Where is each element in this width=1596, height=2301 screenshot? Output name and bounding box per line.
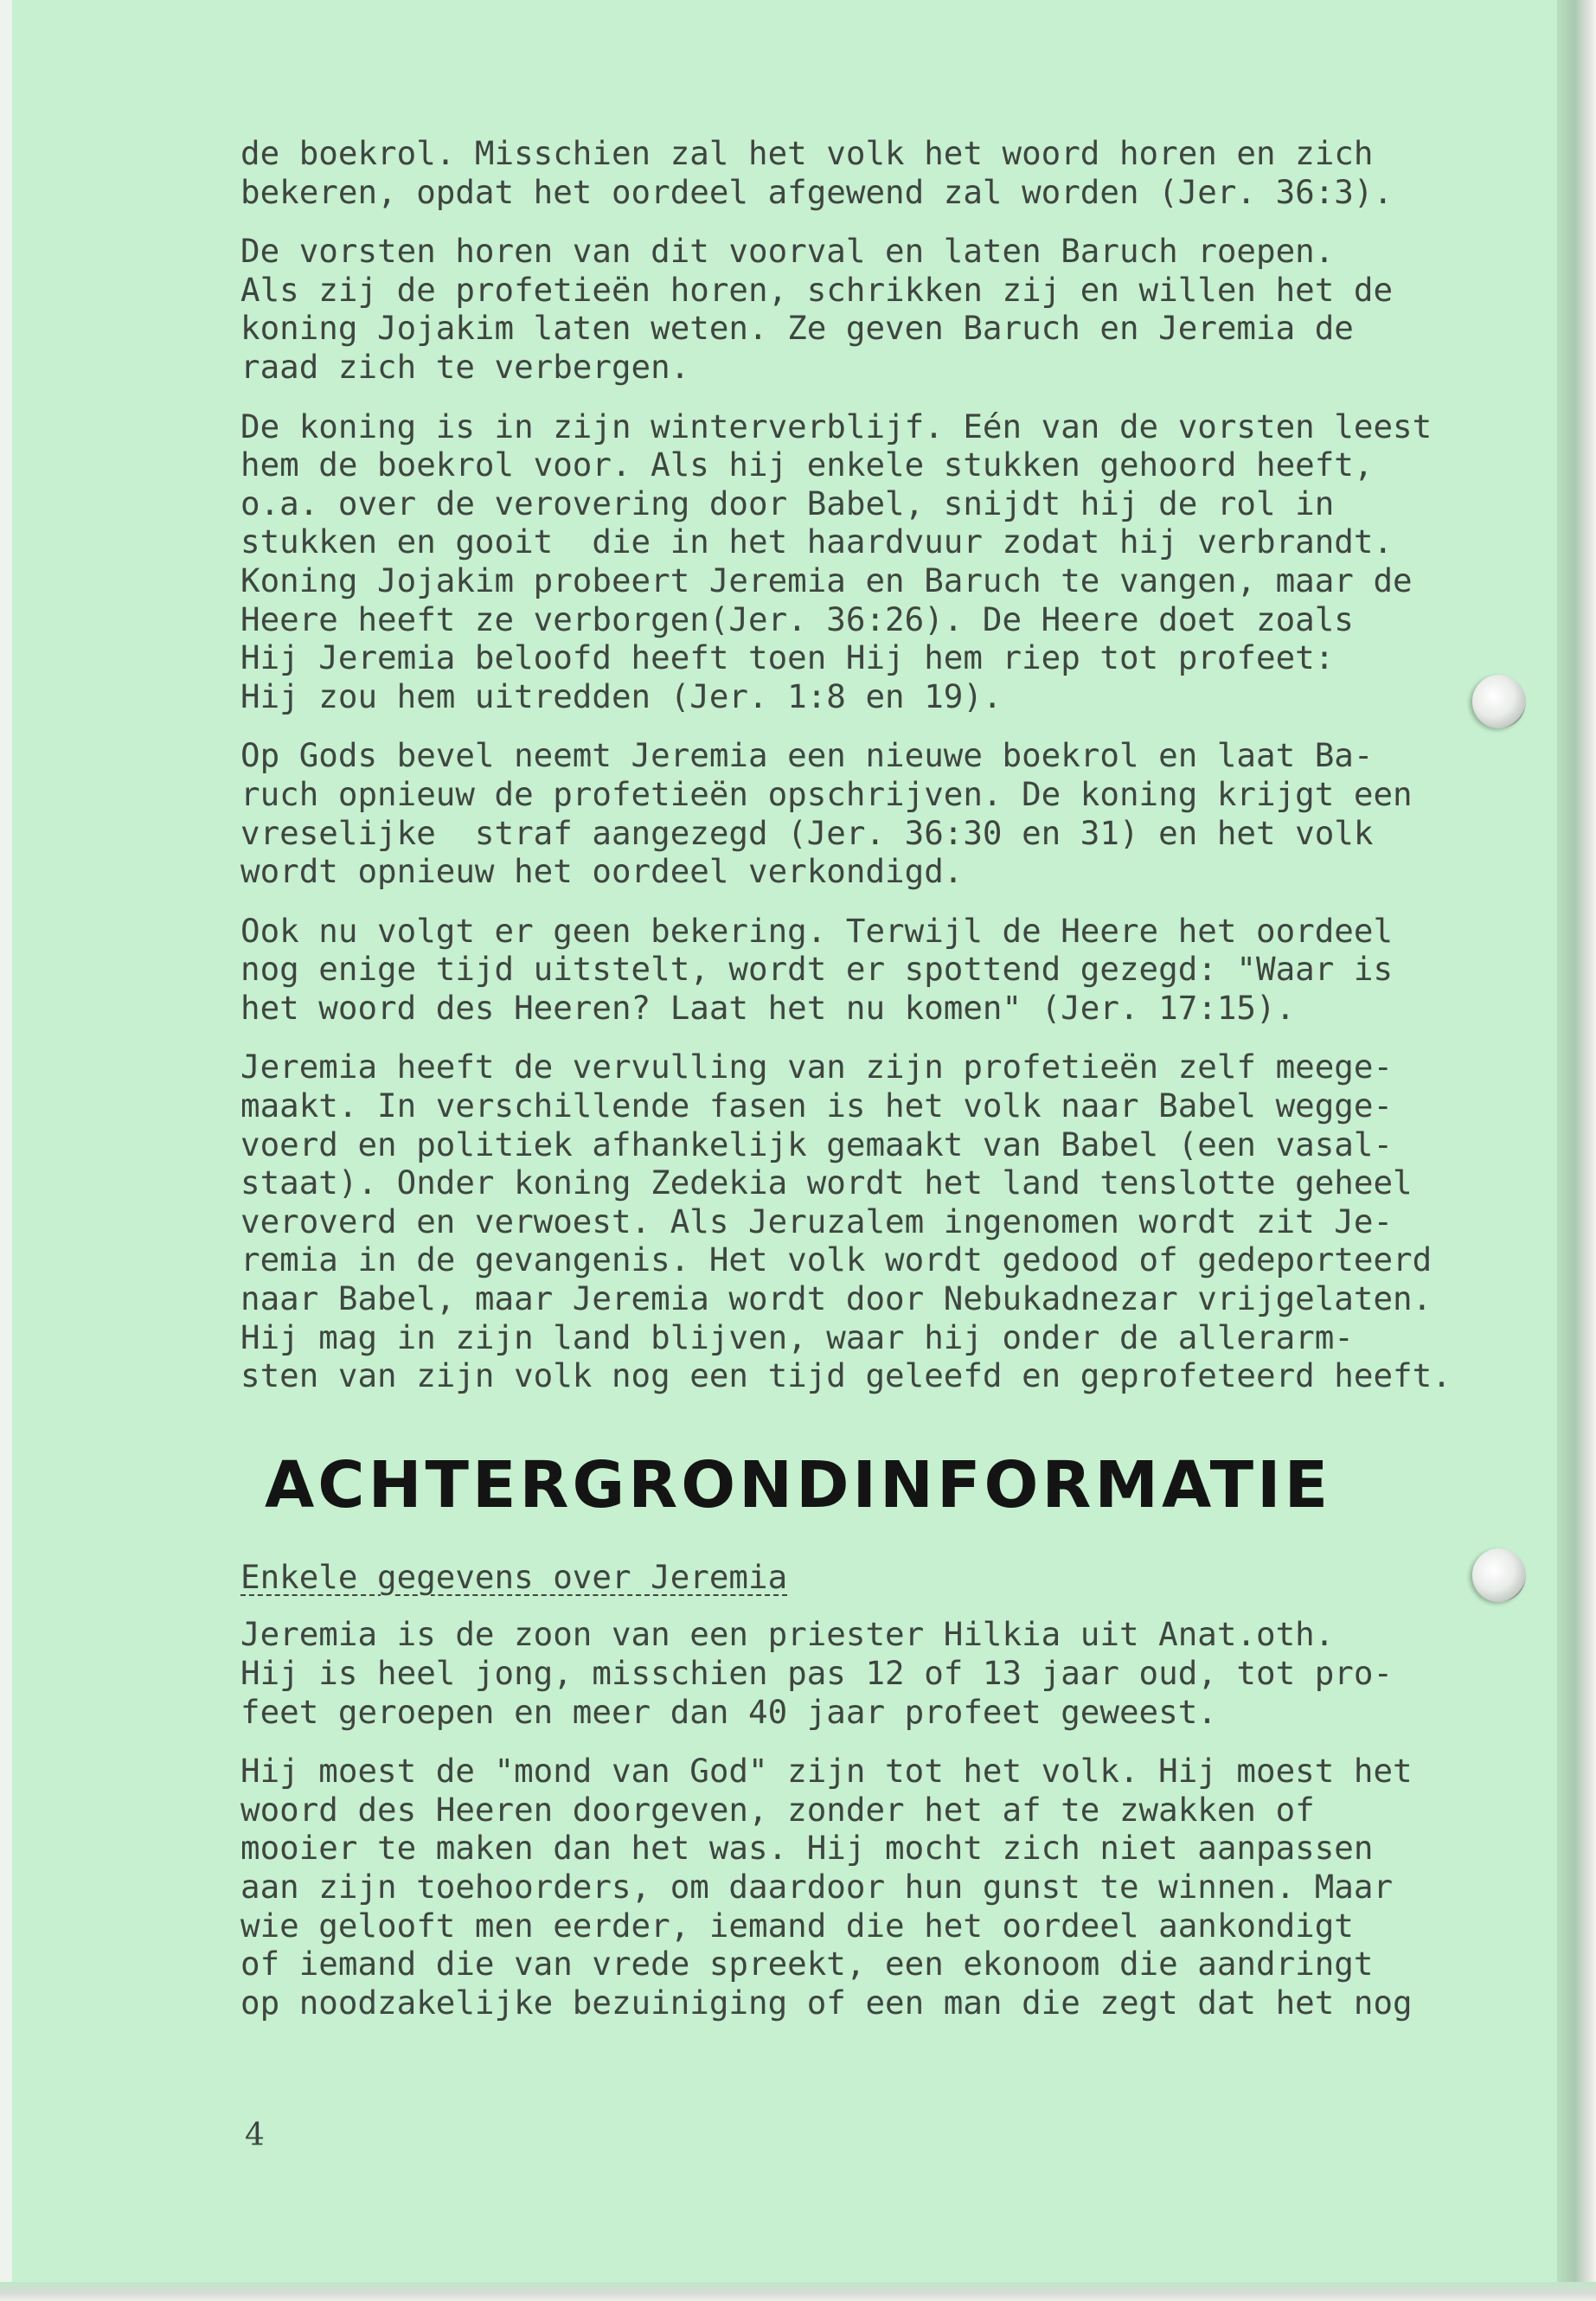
binder-hole-bottom: [1472, 1548, 1526, 1602]
text-line: feet geroepen en meer dan 40 jaar profeet geweest.: [240, 1692, 1217, 1731]
text-line: Jeremia is de zoon van een priester Hilkia uit Anat.oth.: [240, 1615, 1335, 1654]
page-bottom-edge: [0, 2282, 1596, 2301]
text-line: De vorsten horen van dit voorval en laten Baruch roepen.: [240, 232, 1335, 271]
text-line: hem de boekrol voor. Als hij enkele stukken gehoord heeft,: [240, 445, 1374, 484]
text-line: vreselijke straf aangezegd (Jer. 36:30 en 31) en het volk: [240, 813, 1374, 852]
text-line: ruch opnieuw de profetieën opschrijven. De koning krijgt een: [240, 774, 1413, 813]
text-line: Hij moest de "mond van God" zijn tot het volk. Hij moest het: [240, 1752, 1413, 1791]
paragraph: [240, 912, 1469, 1028]
page-number: 4: [245, 2118, 265, 2153]
text-line: wordt opnieuw het oordeel verkondigd.: [240, 852, 964, 891]
paragraph: [240, 407, 1469, 716]
text-line: Koning Jojakim probeert Jeremia en Baruch te vangen, maar de: [240, 561, 1413, 599]
text-line: wie gelooft men eerder, iemand die het oordeel aankondigt: [240, 1906, 1354, 1945]
text-line: voerd en politiek afhankelijk gemaakt van Babel (een vasal-: [240, 1125, 1394, 1163]
text-line: stukken en gooit die in het haardvuur zodat hij verbrandt.: [240, 522, 1394, 561]
paragraph: [240, 1048, 1469, 1394]
text-line: Jeremia heeft de vervulling van zijn profetieën zelf meege-: [240, 1048, 1394, 1086]
text-line: woord des Heeren doorgeven, zonder het af te zwakken of: [240, 1790, 1315, 1829]
text-line: remia in de gevangenis. Het volk wordt gedood of gedeporteerd: [240, 1240, 1433, 1279]
text-line: Als zij de profetieën horen, schrikken zij en willen het de: [240, 270, 1394, 309]
text-line: aan zijn toehoorders, om daardoor hun gunst te winnen. Maar: [240, 1867, 1394, 1906]
text-line: staat). Onder koning Zedekia wordt het land tenslotte geheel: [240, 1163, 1413, 1202]
text-line: Hij is heel jong, misschien pas 12 of 13 jaar oud, tot pro-: [240, 1654, 1394, 1692]
section-heading: ACHTERGRONDINFORMATIE: [265, 1447, 1332, 1522]
text-line: veroverd en verwoest. Als Jeruzalem ingenomen wordt zit Je-: [240, 1202, 1394, 1240]
top-paragraphs: [240, 134, 1469, 1395]
text-line: Op Gods bevel neemt Jeremia een nieuwe boekrol en laat Ba-: [240, 736, 1374, 775]
text-line: sten van zijn volk nog een tijd geleefd en geprofeteerd heeft.: [240, 1356, 1452, 1395]
paragraph: [240, 232, 1469, 386]
text-line: Hij mag in zijn land blijven, waar hij onder de allerarm-: [240, 1317, 1354, 1356]
text-line: de boekrol. Misschien zal het volk het woord horen en zich: [240, 134, 1374, 172]
body-text: [240, 134, 1469, 2042]
text-line: op noodzakelijke bezuiniging of een man die zegt dat het nog: [240, 1983, 1413, 2022]
text-line: koning Jojakim laten weten. Ze geven Baruch en Jeremia de: [240, 309, 1354, 348]
text-line: naar Babel, maar Jeremia wordt door Nebukadnezar vrijgelaten.: [240, 1279, 1433, 1318]
text-line: bekeren, opdat het oordeel afgewend zal worden (Jer. 36:3).: [240, 172, 1394, 211]
text-line: Hij zou hem uitredden (Jer. 1:8 en 19).: [240, 676, 1003, 715]
paragraph: [240, 134, 1469, 211]
paragraph: [240, 1752, 1469, 2022]
text-line: nog enige tijd uitstelt, wordt er spottend gezegd: "Waar is: [240, 950, 1394, 989]
page-right-edge-shadow: [1557, 0, 1596, 2301]
text-line: De koning is in zijn winterverblijf. Eén van de vorsten leest: [240, 407, 1433, 445]
paragraph: [240, 736, 1469, 890]
text-line: o.a. over de verovering door Babel, snijdt hij de rol in: [240, 484, 1335, 522]
text-line: Ook nu volgt er geen bekering. Terwijl de Heere het oordeel: [240, 911, 1394, 950]
text-line: het woord des Heeren? Laat het nu komen" (Jer. 17:15).: [240, 988, 1296, 1027]
binder-hole-top: [1472, 675, 1526, 728]
bottom-paragraphs: [240, 1615, 1469, 2022]
text-line: Heere heeft ze verborgen(Jer. 36:26). De Heere doet zoals: [240, 599, 1354, 638]
text-line: Hij Jeremia beloofd heeft toen Hij hem riep tot profeet:: [240, 638, 1335, 677]
text-line: of iemand die van vrede spreekt, een ekonoom die aandringt: [240, 1945, 1374, 1984]
section-subheading: Enkele gegevens over Jeremia: [240, 1557, 788, 1596]
text-line: maakt. In verschillende fasen is het volk naar Babel wegge-: [240, 1086, 1394, 1125]
paragraph: [240, 1615, 1469, 1731]
text-line: mooier te maken dan het was. Hij mocht zich niet aanpassen: [240, 1829, 1374, 1868]
page-left-edge: [0, 0, 12, 2301]
text-line: raad zich te verbergen.: [240, 347, 690, 386]
